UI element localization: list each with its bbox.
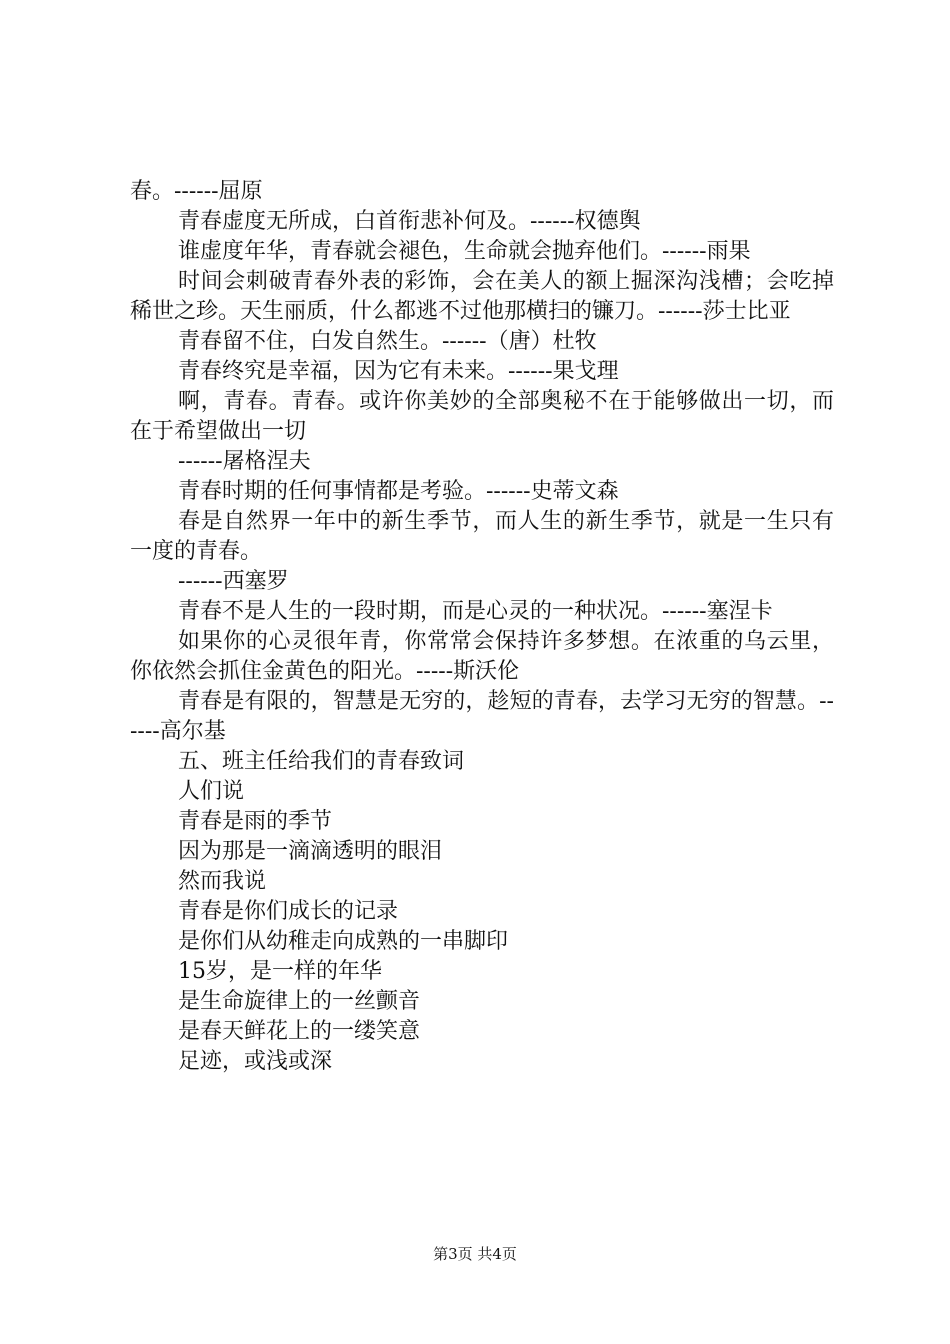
paragraph: 如果你的心灵很年青，你常常会保持许多梦想。在浓重的乌云里，你依然会抓住金黄色的阳光。-----斯沃伦 [130, 629, 834, 684]
paragraph: 时间会刺破青春外表的彩饰，会在美人的额上掘深沟浅槽；会吃掉稀世之珍。天生丽质，什么都逃不过他那横扫的镰刀。------莎士比亚 [130, 269, 834, 324]
poem-line: 因为那是一滴滴透明的眼泪 [178, 839, 443, 864]
paragraph: 啊，青春。青春。或许你美妙的全部奥秘不在于能够做出一切，而在于希望做出一切 [130, 389, 834, 444]
poem-line: 足迹，或浅或深 [178, 1049, 333, 1074]
poem-line: 然而我说 [178, 869, 267, 894]
poem-line: 15岁，是一样的年华 [178, 959, 382, 984]
paragraph: 青春不是人生的一段时期，而是心灵的一种状况。------塞涅卡 [178, 599, 773, 624]
paragraph: 青春时期的任何事情都是考验。------史蒂文森 [178, 479, 619, 504]
paragraph: 谁虚度年华，青春就会褪色，生命就会抛弃他们。------雨果 [178, 239, 751, 264]
section-heading: 五、班主任给我们的青春致词 [178, 749, 465, 774]
poem-line: 人们说 [178, 779, 245, 804]
paragraph: 青春虚度无所成，白首衔悲补何及。------权德舆 [178, 209, 641, 234]
poem-line: 是春天鲜花上的一缕笑意 [178, 1019, 421, 1044]
paragraph: 春是自然界一年中的新生季节，而人生的新生季节，就是一生只有一度的青春。 [130, 509, 834, 564]
poem-line: 青春是雨的季节 [178, 809, 333, 834]
paragraph: 春。------屈原 [130, 179, 263, 204]
page-number-footer: 第3页 共4页 [433, 1245, 517, 1263]
paragraph: ------西塞罗 [178, 569, 289, 594]
document-body [130, 177, 834, 1077]
paragraph: 青春留不住，白发自然生。------（唐）杜牧 [178, 329, 597, 354]
poem-line: 是你们从幼稚走向成熟的一串脚印 [178, 929, 509, 954]
paragraph: 青春终究是幸福，因为它有未来。------果戈理 [178, 359, 619, 384]
paragraph: ------屠格涅夫 [178, 449, 311, 474]
poem-line: 青春是你们成长的记录 [178, 899, 399, 924]
paragraph: 青春是有限的，智慧是无穷的，趁短的青春，去学习无穷的智慧。------高尔基 [130, 689, 834, 744]
poem-line: 是生命旋律上的一丝颤音 [178, 989, 421, 1014]
